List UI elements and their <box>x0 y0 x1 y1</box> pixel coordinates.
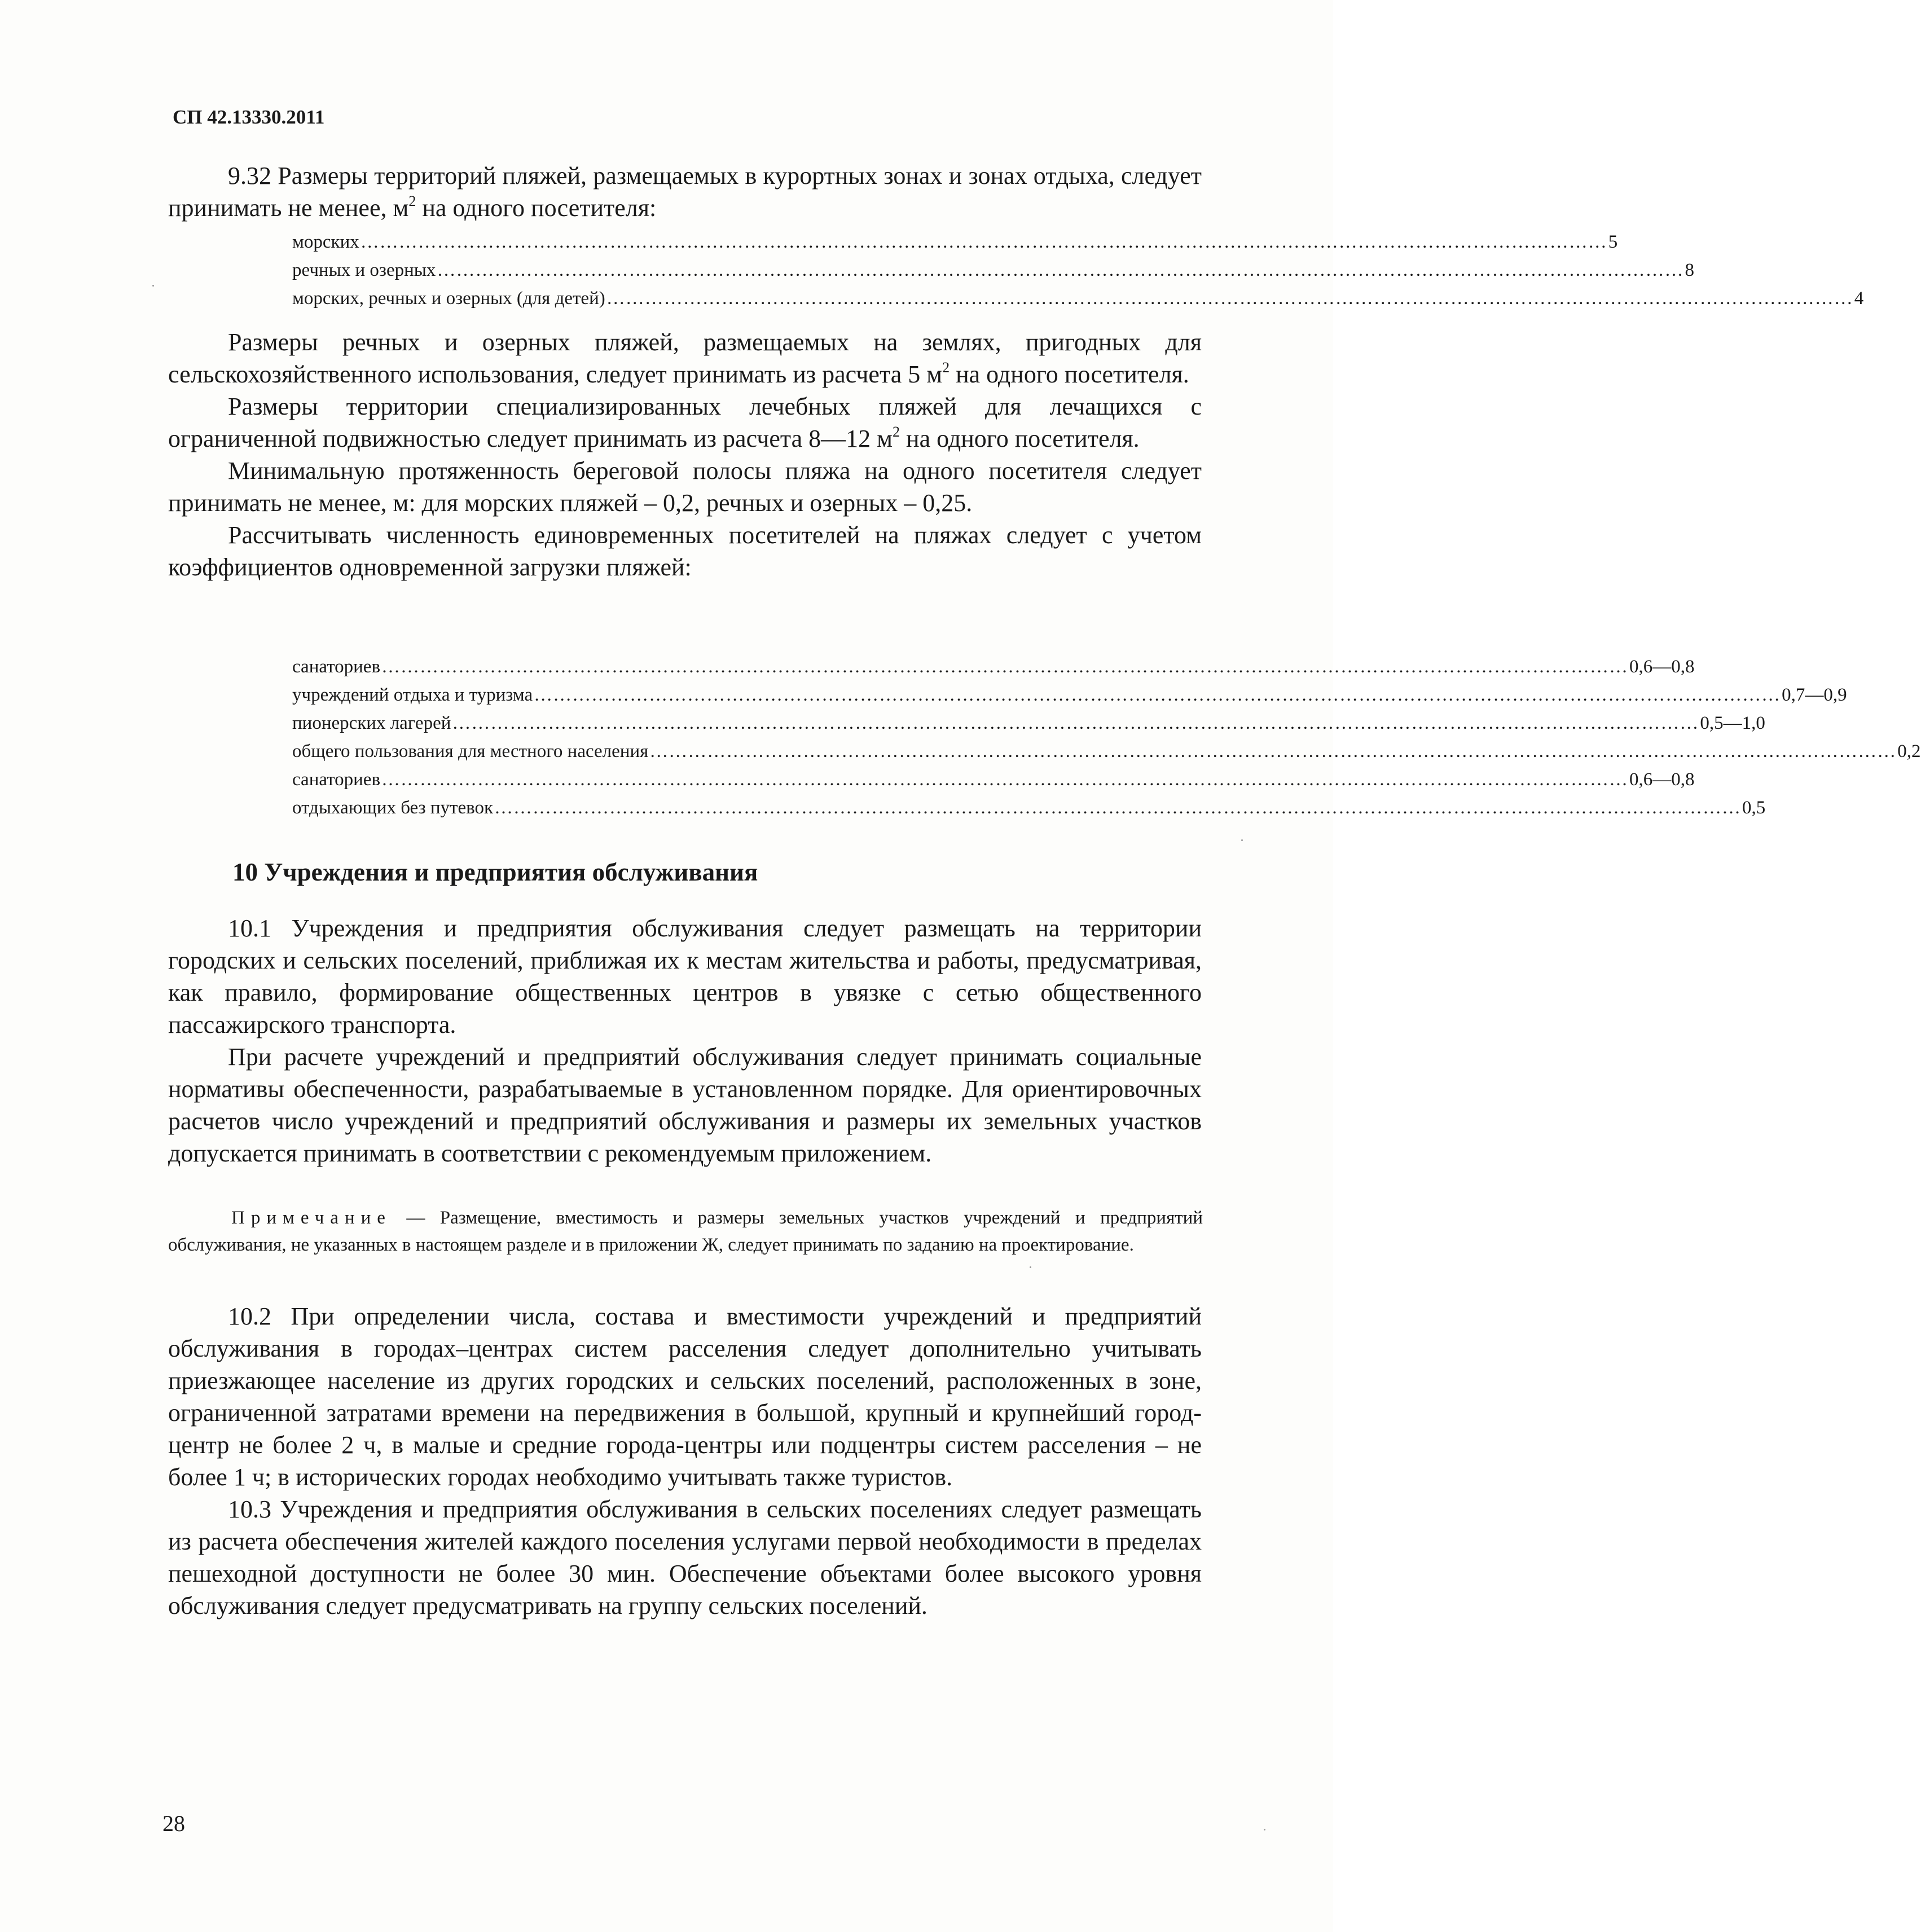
list-item-value: 0,6—0,8 <box>1629 769 1695 790</box>
section-10-body-b <box>168 1300 1202 1622</box>
list-item <box>292 284 1864 313</box>
list-item-value: 0,6—0,8 <box>1629 657 1695 677</box>
list-item <box>292 794 1766 822</box>
list-item-value: 0,5—1,0 <box>1700 713 1765 733</box>
para-shoreline: Минимальную протяженность береговой полосы пляжа на одного посетителя следует принимать не менее, м: для морских пляжей – 0,2, речных и озерных – 0,25. <box>168 457 1202 517</box>
list-item-value: 0,2 <box>1897 741 1921 762</box>
clause-10-1: 10.1 Учреждения и предприятия обслуживания следует размещать на территории городских и сельских поселений, приближая их к местам жительства и работы, предусматривая, как правило, формирование общественных центров в увязке с сетью общественного пассажирского транспорта. <box>168 914 1202 1038</box>
scan-speck <box>152 285 154 287</box>
clause-10-2: 10.2 При определении числа, состава и вместимости учреждений и предприятий обслуживания в городах–центрах систем расселения следует дополнительно учитывать приезжающее население из других городских и сельских поселений, расположенных в зоне, ограниченной затратами времени на передвижения в большой, крупный и крупнейший город-центр не более 2 ч, в малые и средние города-центры или подцентры систем расселения – не более 1 ч; в исторических городах необходимо учитывать также туристов. <box>168 1302 1202 1491</box>
list-item-value: 0,5 <box>1742 798 1766 818</box>
clause-9-32-text <box>168 160 1202 224</box>
para-text-b: на одного посетителя. <box>900 425 1140 452</box>
list-item <box>292 737 1921 765</box>
para-text-a: Размеры территории специализированных лечебных пляжей для лечащихся с ограниченной подвижностью следует принимать из расчета 8—12 м <box>168 393 1202 452</box>
scan-speck <box>1241 839 1243 841</box>
para-river-beaches <box>168 326 1202 390</box>
beach-size-list <box>292 228 1864 313</box>
leader-dots: …………………………………………………………………………………………………………………………………………………………………………… <box>534 685 1781 705</box>
list-item-label: отдыхающих без путевок <box>292 798 494 818</box>
list-item-value: 4 <box>1854 288 1864 309</box>
leader-dots: …………………………………………………………………………………………………………………………………………………………………………… <box>606 288 1853 309</box>
section-heading: 10 Учреждения и предприятия обслуживания <box>232 858 758 886</box>
leader-dots: …………………………………………………………………………………………………………………………………………………………………………… <box>381 769 1629 790</box>
para-text-b: на одного посетителя. <box>949 360 1189 388</box>
list-item-label: пионерских лагерей <box>292 713 451 733</box>
section-10-body-a <box>168 912 1202 1169</box>
leader-dots: …………………………………………………………………………………………………………………………………………………………………………… <box>452 713 1699 733</box>
para-text-a: Размеры речных и озерных пляжей, размещаемых на землях, пригодных для сельскохозяйственного использования, следует принимать из расчета 5 м <box>168 328 1202 388</box>
superscript: 2 <box>893 424 900 440</box>
list-item-value: 5 <box>1608 232 1618 252</box>
scan-speck <box>1264 1829 1265 1830</box>
load-factor-list <box>292 653 1921 822</box>
superscript: 2 <box>942 359 950 376</box>
list-item <box>292 765 1695 794</box>
leader-dots: …………………………………………………………………………………………………………………………………………………………………………… <box>381 657 1629 677</box>
leader-dots: …………………………………………………………………………………………………………………………………………………………………………… <box>437 260 1684 280</box>
para-calculation: При расчете учреждений и предприятий обслуживания следует принимать социальные нормативы обеспеченности, разрабатываемые в установленном порядке. Для ориентировочных расчетов число учреждений и предприятий обслуживания и размеры их земельных участков допускается принимать в соответствии с рекомендуемым приложением. <box>168 1043 1202 1167</box>
list-item-label: санаториев <box>292 769 381 790</box>
list-item <box>292 228 1618 256</box>
note-text: — Размещение, вместимость и размеры земельных участков учреждений и предприятий обслуживания, не указанных в настоящем разделе и в приложении Ж, следует принимать по заданию на проектирование. <box>168 1208 1203 1255</box>
clause-9-32 <box>168 160 1202 224</box>
note-label: Примечание <box>231 1208 392 1228</box>
list-item-label: учреждений отдыха и туризма <box>292 685 533 705</box>
page-number: 28 <box>162 1811 185 1836</box>
note <box>168 1204 1203 1258</box>
clause-9-32-text-b: на одного посетителя: <box>416 194 657 222</box>
list-item-value: 8 <box>1685 260 1694 280</box>
list-item <box>292 256 1694 284</box>
list-item <box>292 681 1847 709</box>
list-item <box>292 653 1695 681</box>
scan-speck <box>1030 1266 1031 1268</box>
list-item-label: морских, речных и озерных (для детей) <box>292 288 605 309</box>
list-item <box>292 709 1765 737</box>
list-item-value: 0,7—0,9 <box>1782 685 1847 705</box>
clause-10-3: 10.3 Учреждения и предприятия обслуживания в сельских поселениях следует размещать из расчета обеспечения жителей каждого поселения услугами первой необходимости в пределах пешеходной доступности не более 30 мин. Обеспечение объектами более высокого уровня обслуживания следует предусматривать на группу сельских поселений. <box>168 1495 1202 1619</box>
para-medical-beaches <box>168 390 1202 455</box>
leader-dots: …………………………………………………………………………………………………………………………………………………………………………… <box>494 798 1742 818</box>
document-code-header: СП 42.13330.2011 <box>173 106 325 128</box>
list-item-label: санаториев <box>292 657 381 677</box>
leader-dots: …………………………………………………………………………………………………………………………………………………………………………… <box>649 741 1897 762</box>
list-item-label: общего пользования для местного населения <box>292 741 649 762</box>
leader-dots: …………………………………………………………………………………………………………………………………………………………………………… <box>360 232 1607 252</box>
list-item-label: речных и озерных <box>292 260 436 280</box>
list-item-label: морских <box>292 232 359 252</box>
clause-9-32-text-a: 9.32 Размеры территорий пляжей, размещаемых в курортных зонах и зонах отдыха, следует принимать не менее, м <box>168 162 1202 222</box>
superscript: 2 <box>408 193 416 209</box>
beach-paragraphs <box>168 326 1202 583</box>
para-load: Рассчитывать численность единовременных посетителей на пляжах следует с учетом коэффициентов одновременной загрузки пляжей: <box>168 521 1202 581</box>
